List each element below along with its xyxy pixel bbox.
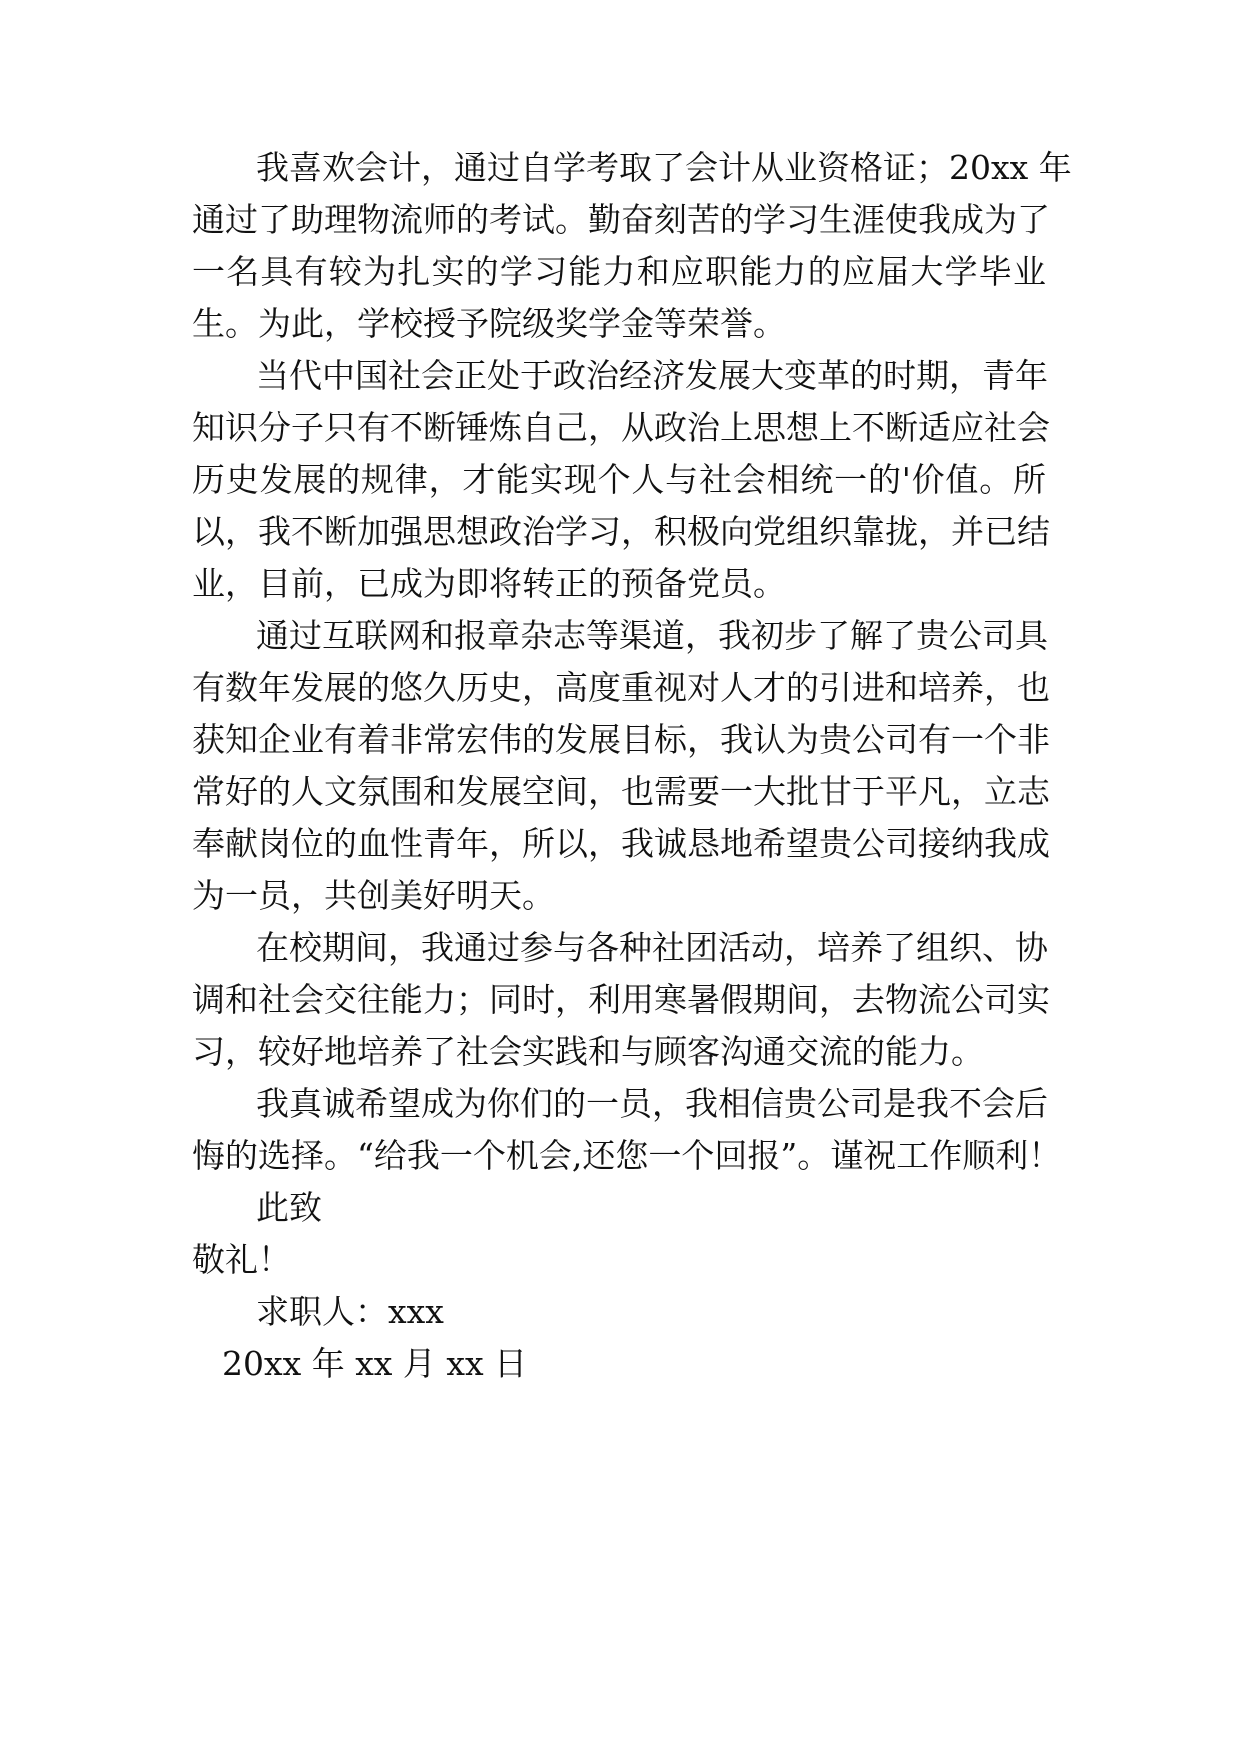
paragraph-3-line-1: 通过互联网和报章杂志等渠道，我初步了解了贵公司具	[256, 616, 1048, 655]
paragraph-2-line-5: 业，目前，已成为即将转正的预备党员。	[192, 564, 786, 603]
paragraph-4-line-3: 习，较好地培养了社会实践和与顾客沟通交流的能力。	[192, 1032, 984, 1071]
closing-text: 此致	[256, 1188, 322, 1227]
paragraph-2-line-2: 知识分子只有不断锤炼自己，从政治上思想上不断适应社会	[192, 408, 1050, 447]
paragraph-5-line-2: 悔的选择。“给我一个机会,还您一个回报”。谨祝工作顺利！	[192, 1136, 1062, 1175]
paragraph-2-line-1: 当代中国社会正处于政治经济发展大变革的时期，青年	[256, 356, 1048, 395]
paragraph-3-line-2: 有数年发展的悠久历史，高度重视对人才的引进和培养，也	[192, 668, 1050, 707]
paragraph-5-line-1: 我真诚希望成为你们的一员，我相信贵公司是我不会后	[256, 1084, 1048, 1123]
paragraph-1-line-2: 通过了助理物流师的考试。勤奋刻苦的学习生涯使我成为了	[192, 200, 1050, 239]
signature-line: 求职人：xxx	[256, 1292, 444, 1331]
paragraph-1-line-3: 一名具有较为扎实的学习能力和应职能力的应届大学毕业	[192, 252, 1046, 291]
date-line: 20xx 年 xx 月 xx 日	[222, 1344, 528, 1383]
paragraph-3-line-5: 奉献岗位的血性青年，所以，我诚恳地希望贵公司接纳我成	[192, 824, 1050, 863]
paragraph-3-line-3: 获知企业有着非常宏伟的发展目标，我认为贵公司有一个非	[192, 720, 1050, 759]
paragraph-1-line-4: 生。为此，学校授予院级奖学金等荣誉。	[192, 304, 786, 343]
paragraph-4-line-1: 在校期间，我通过参与各种社团活动，培养了组织、协	[256, 928, 1048, 967]
paragraph-3-line-4: 常好的人文氛围和发展空间，也需要一大批甘于平凡，立志	[192, 772, 1050, 811]
paragraph-2-line-3: 历史发展的规律，才能实现个人与社会相统一的'价值。所	[192, 460, 1046, 499]
salutation-text: 敬礼！	[192, 1240, 291, 1279]
paragraph-3-line-6: 为一员，共创美好明天。	[192, 876, 555, 915]
paragraph-4-line-2: 调和社会交往能力；同时，利用寒暑假期间，去物流公司实	[192, 980, 1050, 1019]
paragraph-1-line-1: 我喜欢会计，通过自学考取了会计从业资格证；20xx 年	[256, 148, 1072, 187]
paragraph-2-line-4: 以，我不断加强思想政治学习，积极向党组织靠拢，并已结	[192, 512, 1050, 551]
